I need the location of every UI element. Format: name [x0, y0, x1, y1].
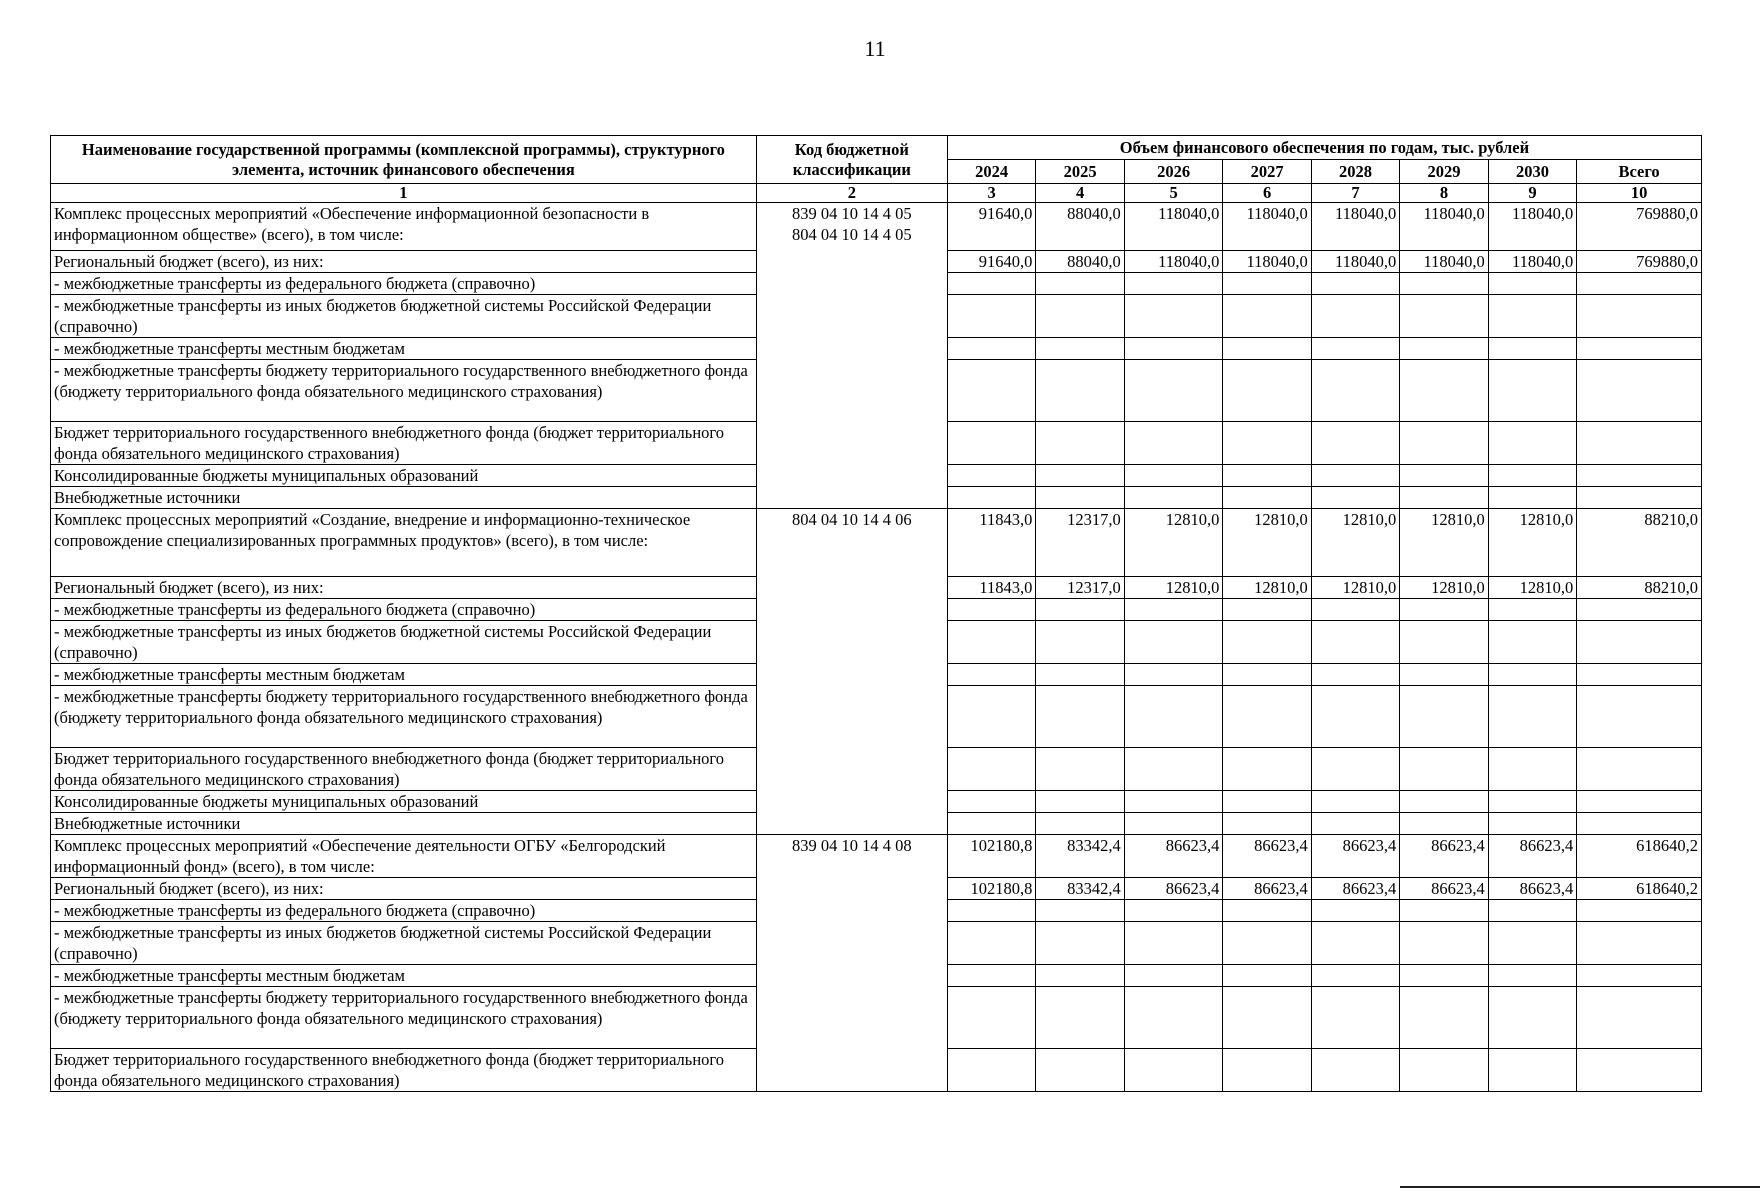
header-year: 2026: [1124, 160, 1223, 184]
value-cell: [1124, 922, 1223, 965]
column-number: 4: [1036, 184, 1124, 203]
header-total: Всего: [1577, 160, 1702, 184]
value-cell: 91640,0: [947, 251, 1035, 273]
header-year: 2029: [1400, 160, 1488, 184]
value-cell: [1400, 965, 1488, 987]
value-cell: [1488, 987, 1576, 1049]
value-cell: [1223, 1049, 1311, 1092]
value-cell: [1311, 621, 1399, 664]
row-label: - межбюджетные трансферты бюджету территориального государственного внебюджетного фонда (бюджету территориального фонда обязательного медицинского страхования): [51, 360, 757, 422]
row-label: - межбюджетные трансферты из федерального бюджета (справочно): [51, 599, 757, 621]
value-cell: [947, 338, 1035, 360]
row-label: Внебюджетные источники: [51, 487, 757, 509]
column-number: 8: [1400, 184, 1488, 203]
row-label: - межбюджетные трансферты из иных бюджетов бюджетной системы Российской Федерации (справочно): [51, 621, 757, 664]
value-cell: [1124, 987, 1223, 1049]
value-cell: 12810,0: [1488, 577, 1576, 599]
value-cell: [1223, 791, 1311, 813]
value-cell: [1124, 487, 1223, 509]
header-year: 2025: [1036, 160, 1124, 184]
value-cell: [1036, 686, 1124, 748]
value-cell: [1400, 813, 1488, 835]
value-cell: [947, 273, 1035, 295]
value-cell: 118040,0: [1311, 203, 1399, 251]
value-cell: 86623,4: [1124, 835, 1223, 878]
value-cell: [1400, 422, 1488, 465]
value-cell: [1223, 922, 1311, 965]
section-row: [51, 509, 1702, 577]
value-cell: [1488, 487, 1576, 509]
value-cell: [1223, 487, 1311, 509]
value-cell: [1311, 422, 1399, 465]
value-cell: [1577, 813, 1702, 835]
value-cell: [1400, 791, 1488, 813]
value-cell: [1488, 360, 1576, 422]
value-cell: [1223, 360, 1311, 422]
value-cell: [1400, 664, 1488, 686]
value-cell: [1400, 900, 1488, 922]
header-year: 2024: [947, 160, 1035, 184]
value-cell: 11843,0: [947, 577, 1035, 599]
section-row: [51, 203, 1702, 251]
value-cell: [947, 465, 1035, 487]
value-cell: [1488, 900, 1576, 922]
header-year: 2028: [1311, 160, 1399, 184]
value-cell: [1223, 422, 1311, 465]
financing-table: [50, 135, 1702, 1092]
value-cell: 12810,0: [1400, 577, 1488, 599]
value-cell: [1036, 664, 1124, 686]
value-cell: [1488, 664, 1576, 686]
value-cell: [1577, 422, 1702, 465]
header-year: 2030: [1488, 160, 1576, 184]
value-cell: 102180,8: [947, 878, 1035, 900]
value-cell: [1488, 295, 1576, 338]
value-cell: 118040,0: [1488, 203, 1576, 251]
value-cell: [1400, 360, 1488, 422]
value-cell: [1400, 686, 1488, 748]
row-label: Региональный бюджет (всего), из них:: [51, 577, 757, 599]
value-cell: [1036, 922, 1124, 965]
value-cell: [947, 664, 1035, 686]
value-cell: [1223, 465, 1311, 487]
column-number: 3: [947, 184, 1035, 203]
row-label: - межбюджетные трансферты бюджету территориального государственного внебюджетного фонда (бюджету территориального фонда обязательного медицинского страхования): [51, 686, 757, 748]
value-cell: 88040,0: [1036, 203, 1124, 251]
value-cell: [1124, 422, 1223, 465]
column-number: 1: [51, 184, 757, 203]
value-cell: [1311, 664, 1399, 686]
value-cell: 12810,0: [1124, 577, 1223, 599]
value-cell: 769880,0: [1577, 251, 1702, 273]
value-cell: [1124, 273, 1223, 295]
value-cell: [947, 360, 1035, 422]
value-cell: [1036, 295, 1124, 338]
value-cell: [947, 791, 1035, 813]
value-cell: [1488, 813, 1576, 835]
footer-rule: [1400, 1186, 1760, 1188]
value-cell: 86623,4: [1124, 878, 1223, 900]
value-cell: 12810,0: [1223, 509, 1311, 577]
value-cell: [947, 422, 1035, 465]
value-cell: 83342,4: [1036, 835, 1124, 878]
value-cell: [1488, 686, 1576, 748]
value-cell: [1124, 360, 1223, 422]
value-cell: [947, 686, 1035, 748]
column-number: 9: [1488, 184, 1576, 203]
section-title: Комплекс процессных мероприятий «Создание, внедрение и информационно-техническое сопровождение специализированных программных продуктов» (всего), в том числе:: [51, 509, 757, 577]
value-cell: 769880,0: [1577, 203, 1702, 251]
row-label: Бюджет территориального государственного внебюджетного фонда (бюджет территориального фонда обязательного медицинского страхования): [51, 1049, 757, 1092]
value-cell: 618640,2: [1577, 878, 1702, 900]
value-cell: [1400, 273, 1488, 295]
value-cell: [1036, 965, 1124, 987]
value-cell: [947, 1049, 1035, 1092]
value-cell: 86623,4: [1400, 878, 1488, 900]
row-label: - межбюджетные трансферты из федерального бюджета (справочно): [51, 900, 757, 922]
value-cell: [1223, 748, 1311, 791]
row-label: - межбюджетные трансферты бюджету территориального государственного внебюджетного фонда (бюджету территориального фонда обязательного медицинского страхования): [51, 987, 757, 1049]
value-cell: [1124, 1049, 1223, 1092]
value-cell: 102180,8: [947, 835, 1035, 878]
value-cell: 11843,0: [947, 509, 1035, 577]
value-cell: [1400, 1049, 1488, 1092]
value-cell: [1577, 748, 1702, 791]
value-cell: [1311, 273, 1399, 295]
value-cell: [1577, 273, 1702, 295]
column-numbers-row: [51, 184, 1702, 203]
value-cell: 118040,0: [1124, 203, 1223, 251]
value-cell: [1488, 422, 1576, 465]
value-cell: 12317,0: [1036, 577, 1124, 599]
value-cell: [1488, 748, 1576, 791]
value-cell: [1311, 487, 1399, 509]
value-cell: [1124, 621, 1223, 664]
value-cell: [1311, 987, 1399, 1049]
value-cell: [1124, 465, 1223, 487]
value-cell: 86623,4: [1223, 878, 1311, 900]
column-number: 10: [1577, 184, 1702, 203]
value-cell: [1223, 987, 1311, 1049]
value-cell: 12810,0: [1124, 509, 1223, 577]
value-cell: [1577, 487, 1702, 509]
value-cell: [1488, 621, 1576, 664]
value-cell: 118040,0: [1223, 251, 1311, 273]
header-volume-column: Объем финансового обеспечения по годам, тыс. рублей: [947, 136, 1701, 160]
value-cell: 88210,0: [1577, 509, 1702, 577]
header-name-column: Наименование государственной программы (комплексной программы), структурного элемента, источник финансового обеспечения: [51, 136, 757, 184]
value-cell: [1577, 338, 1702, 360]
value-cell: [1223, 273, 1311, 295]
page-number: 11: [864, 36, 886, 61]
table-body: [51, 203, 1702, 1092]
value-cell: [1400, 922, 1488, 965]
value-cell: [1400, 295, 1488, 338]
value-cell: 12810,0: [1311, 509, 1399, 577]
column-number: 2: [756, 184, 947, 203]
value-cell: [1577, 987, 1702, 1049]
value-cell: [1488, 1049, 1576, 1092]
value-cell: [1400, 338, 1488, 360]
value-cell: [1311, 686, 1399, 748]
value-cell: [1036, 360, 1124, 422]
column-number: 7: [1311, 184, 1399, 203]
value-cell: 88040,0: [1036, 251, 1124, 273]
value-cell: [1577, 900, 1702, 922]
value-cell: [1124, 791, 1223, 813]
row-label: Консолидированные бюджеты муниципальных образований: [51, 791, 757, 813]
value-cell: [1124, 813, 1223, 835]
value-cell: [1124, 965, 1223, 987]
value-cell: [1577, 465, 1702, 487]
header-code-column: Код бюджетной классификации: [756, 136, 947, 184]
value-cell: [1036, 465, 1124, 487]
row-label: - межбюджетные трансферты из иных бюджетов бюджетной системы Российской Федерации (справочно): [51, 295, 757, 338]
value-cell: 118040,0: [1311, 251, 1399, 273]
value-cell: [947, 987, 1035, 1049]
value-cell: [1488, 922, 1576, 965]
value-cell: 86623,4: [1488, 835, 1576, 878]
value-cell: [1577, 599, 1702, 621]
value-cell: [1577, 922, 1702, 965]
value-cell: 118040,0: [1124, 251, 1223, 273]
value-cell: [1036, 900, 1124, 922]
value-cell: [1036, 338, 1124, 360]
value-cell: [1311, 338, 1399, 360]
row-label: Региональный бюджет (всего), из них:: [51, 878, 757, 900]
value-cell: [1577, 295, 1702, 338]
value-cell: [1400, 987, 1488, 1049]
row-label: Региональный бюджет (всего), из них:: [51, 251, 757, 273]
value-cell: [1577, 621, 1702, 664]
value-cell: [1036, 1049, 1124, 1092]
value-cell: 88210,0: [1577, 577, 1702, 599]
row-label: Внебюджетные источники: [51, 813, 757, 835]
value-cell: 118040,0: [1400, 203, 1488, 251]
column-number: 5: [1124, 184, 1223, 203]
value-cell: [1311, 965, 1399, 987]
value-cell: [1036, 273, 1124, 295]
value-cell: [1311, 1049, 1399, 1092]
value-cell: [1124, 599, 1223, 621]
value-cell: [1577, 965, 1702, 987]
value-cell: [1488, 465, 1576, 487]
value-cell: [1223, 621, 1311, 664]
value-cell: 86623,4: [1400, 835, 1488, 878]
row-label: - межбюджетные трансферты местным бюджетам: [51, 965, 757, 987]
value-cell: 618640,2: [1577, 835, 1702, 878]
value-cell: 118040,0: [1488, 251, 1576, 273]
row-label: - межбюджетные трансферты местным бюджетам: [51, 338, 757, 360]
value-cell: [1311, 922, 1399, 965]
value-cell: [1036, 813, 1124, 835]
value-cell: [1311, 900, 1399, 922]
value-cell: [1223, 338, 1311, 360]
section-title: Комплекс процессных мероприятий «Обеспечение деятельности ОГБУ «Белгородский информационный фонд» (всего), в том числе:: [51, 835, 757, 878]
row-label: Бюджет территориального государственного внебюджетного фонда (бюджет территориального фонда обязательного медицинского страхования): [51, 748, 757, 791]
value-cell: [1036, 487, 1124, 509]
value-cell: [1311, 748, 1399, 791]
value-cell: [1400, 748, 1488, 791]
value-cell: [947, 965, 1035, 987]
value-cell: [1488, 338, 1576, 360]
value-cell: [1036, 987, 1124, 1049]
value-cell: [1036, 621, 1124, 664]
value-cell: 12810,0: [1400, 509, 1488, 577]
value-cell: [1223, 664, 1311, 686]
value-cell: [947, 487, 1035, 509]
value-cell: [947, 295, 1035, 338]
value-cell: [947, 922, 1035, 965]
budget-code: 804 04 10 14 4 06: [756, 509, 947, 835]
value-cell: [1577, 791, 1702, 813]
value-cell: [1311, 295, 1399, 338]
value-cell: 91640,0: [947, 203, 1035, 251]
value-cell: [1488, 965, 1576, 987]
value-cell: [1036, 599, 1124, 621]
section-title: Комплекс процессных мероприятий «Обеспечение информационной безопасности в информационном обществе» (всего), в том числе:: [51, 203, 757, 251]
value-cell: 86623,4: [1311, 835, 1399, 878]
row-label: - межбюджетные трансферты из иных бюджетов бюджетной системы Российской Федерации (справочно): [51, 922, 757, 965]
value-cell: [1311, 599, 1399, 621]
value-cell: [1577, 686, 1702, 748]
value-cell: [1577, 360, 1702, 422]
value-cell: [947, 900, 1035, 922]
row-label: - межбюджетные трансферты местным бюджетам: [51, 664, 757, 686]
budget-code: 839 04 10 14 4 05 804 04 10 14 4 05: [756, 203, 947, 509]
value-cell: [1488, 273, 1576, 295]
value-cell: [1223, 900, 1311, 922]
value-cell: [1036, 422, 1124, 465]
value-cell: [1223, 686, 1311, 748]
value-cell: 86623,4: [1223, 835, 1311, 878]
row-label: Бюджет территориального государственного внебюджетного фонда (бюджет территориального фонда обязательного медицинского страхования): [51, 422, 757, 465]
value-cell: [1124, 748, 1223, 791]
value-cell: [1577, 1049, 1702, 1092]
value-cell: 12317,0: [1036, 509, 1124, 577]
value-cell: [1577, 664, 1702, 686]
value-cell: [1488, 599, 1576, 621]
value-cell: [1311, 360, 1399, 422]
value-cell: 12810,0: [1223, 577, 1311, 599]
column-number: 6: [1223, 184, 1311, 203]
value-cell: [1124, 900, 1223, 922]
value-cell: 12810,0: [1488, 509, 1576, 577]
value-cell: [1400, 487, 1488, 509]
value-cell: [1311, 813, 1399, 835]
value-cell: [1223, 599, 1311, 621]
value-cell: [1400, 621, 1488, 664]
value-cell: [1311, 465, 1399, 487]
value-cell: 118040,0: [1400, 251, 1488, 273]
value-cell: [947, 813, 1035, 835]
value-cell: [947, 748, 1035, 791]
value-cell: 86623,4: [1311, 878, 1399, 900]
row-label: Консолидированные бюджеты муниципальных образований: [51, 465, 757, 487]
budget-code: 839 04 10 14 4 08: [756, 835, 947, 1092]
row-label: - межбюджетные трансферты из федерального бюджета (справочно): [51, 273, 757, 295]
value-cell: [1488, 791, 1576, 813]
value-cell: [947, 599, 1035, 621]
value-cell: [1124, 338, 1223, 360]
value-cell: 83342,4: [1036, 878, 1124, 900]
value-cell: [1223, 813, 1311, 835]
value-cell: [1124, 664, 1223, 686]
value-cell: 118040,0: [1223, 203, 1311, 251]
value-cell: [1223, 965, 1311, 987]
header-year: 2027: [1223, 160, 1311, 184]
value-cell: [1036, 791, 1124, 813]
value-cell: [1311, 791, 1399, 813]
value-cell: [1400, 599, 1488, 621]
value-cell: [1124, 295, 1223, 338]
value-cell: [1400, 465, 1488, 487]
value-cell: [1223, 295, 1311, 338]
section-row: [51, 835, 1702, 878]
value-cell: 86623,4: [1488, 878, 1576, 900]
value-cell: 12810,0: [1311, 577, 1399, 599]
value-cell: [947, 621, 1035, 664]
value-cell: [1124, 686, 1223, 748]
value-cell: [1036, 748, 1124, 791]
